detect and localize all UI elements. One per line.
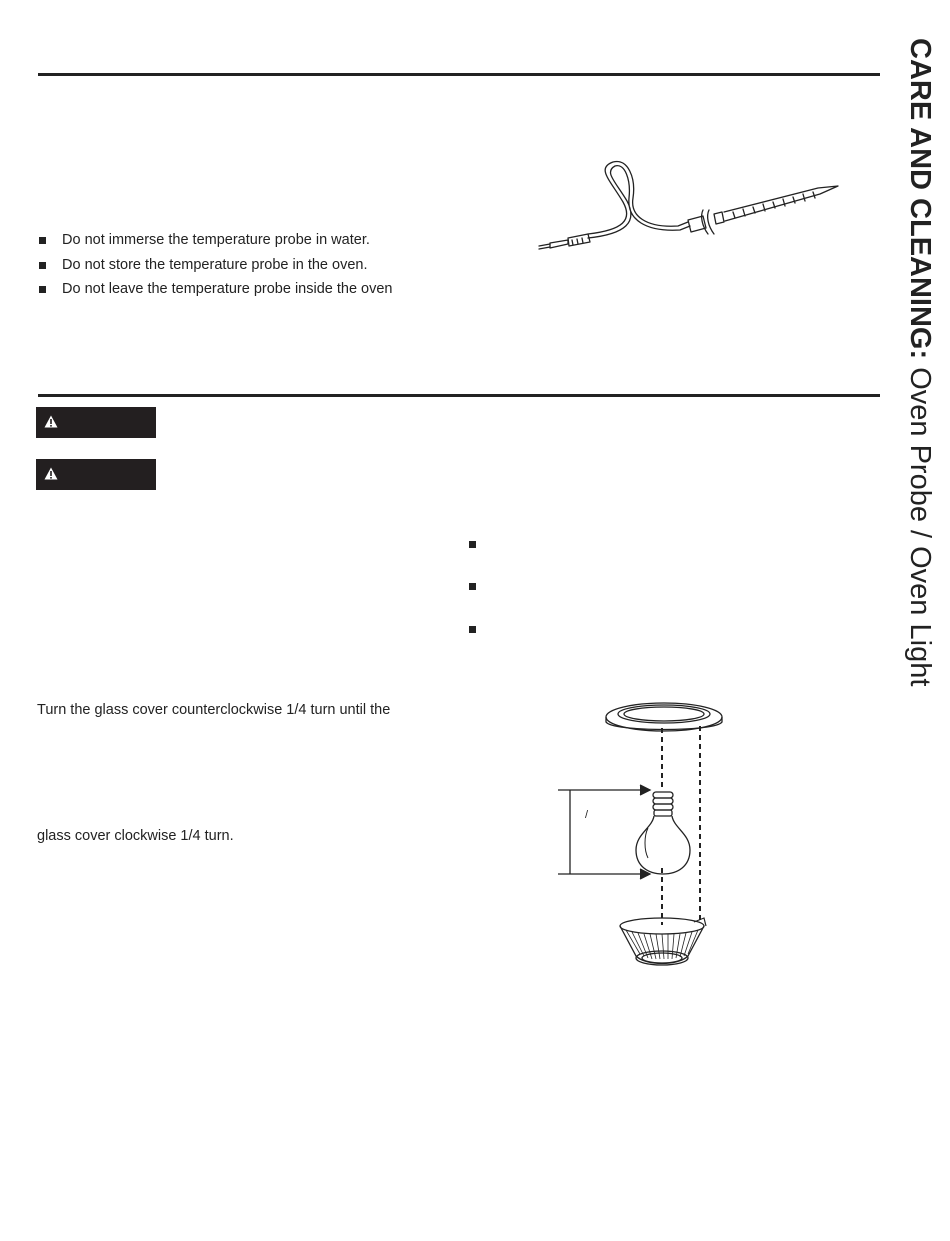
section-divider-top — [38, 73, 880, 76]
bullet-text: Do not immerse the temperature probe in water. — [62, 232, 370, 248]
warning-label — [36, 407, 156, 438]
list-item — [38, 277, 393, 302]
square-bullet-icon — [39, 237, 46, 244]
square-bullet-icon — [469, 541, 476, 548]
list-item — [38, 228, 393, 253]
oven-light-bulb-illustration — [552, 700, 732, 975]
step-text-1: Turn the glass cover counterclockwise 1/4 turn until the — [37, 702, 391, 718]
square-bullet-icon — [469, 583, 476, 590]
square-bullet-icon — [39, 262, 46, 269]
side-title-bold: CARE AND CLEANING: — [904, 38, 936, 360]
side-title-text — [900, 38, 940, 686]
square-bullet-icon — [469, 626, 476, 633]
section-divider-middle — [38, 394, 880, 397]
bullet-text: Do not leave the temperature probe inside the oven — [62, 281, 393, 297]
temperature-probe-illustration — [528, 150, 848, 260]
side-title-light: Oven Probe / Oven Light — [904, 359, 936, 687]
figure-mark: / — [585, 809, 589, 821]
probe-bullet-list — [38, 228, 393, 302]
warning-triangle-icon — [44, 467, 58, 480]
step-text-2: glass cover clockwise 1/4 turn. — [37, 828, 234, 844]
side-title — [900, 38, 940, 768]
bullet-text: Do not store the temperature probe in the oven. — [62, 256, 368, 273]
warning-triangle-icon — [44, 415, 58, 428]
list-item — [38, 253, 393, 278]
warning-label — [36, 459, 156, 490]
square-bullet-icon — [39, 286, 46, 293]
